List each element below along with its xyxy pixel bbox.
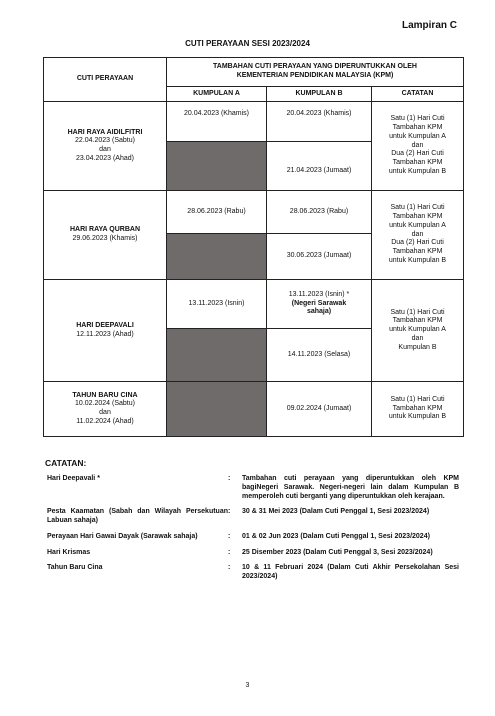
header-catatan: CATATAN (372, 87, 464, 102)
empty-shaded-cell (167, 142, 267, 191)
holiday-date: 10.02.2024 (Sabtu) (75, 400, 135, 408)
note-value: 01 & 02 Jun 2023 (Dalam Cuti Penggal 1, Sesi 2023/2024) (242, 532, 430, 540)
header-tambahan: TAMBAHAN CUTI PERAYAAN YANG DIPERUNTUKKAN OLEH KEMENTERIAN PENDIDIKAN MALAYSIA (KPM) (167, 58, 464, 87)
holiday-date: dan (99, 146, 111, 153)
holiday-name: HARI RAYA AIDILFITRI (67, 128, 143, 136)
catatan-cell (372, 191, 464, 280)
holiday-name: TAHUN BARU CINA (72, 391, 138, 399)
catatan-line: untuk Kumpulan B (388, 256, 447, 264)
catatan-line: Satu (1) Hari Cuti (390, 395, 445, 403)
header-kumpulan-b: KUMPULAN B (267, 87, 372, 102)
catatan-line: Satu (1) Hari Cuti (390, 115, 445, 123)
catatan-line: Satu (1) Hari Cuti (390, 308, 445, 316)
kumpulan-b-cell: 28.06.2023 (Rabu) (267, 191, 372, 234)
note-label: Perayaan Hari Gawai Dayak (Sarawak sahaja) (47, 532, 198, 540)
empty-shaded-cell (167, 382, 267, 437)
kumpulan-a-cell: 20.04.2023 (Khamis) (167, 102, 267, 142)
header-kumpulan-a: KUMPULAN A (167, 87, 267, 102)
catatan-line: Tambahan KPM (392, 159, 443, 167)
catatan-line: Tambahan KPM (392, 124, 443, 132)
holiday-cell (44, 382, 167, 437)
note-colon: : (228, 532, 231, 540)
holiday-cell (44, 102, 167, 191)
note-row (47, 564, 459, 582)
note-value: Tambahan cuti perayaan yang diperuntukkan oleh KPM bagiNegeri Sarawak. Negeri-negeri lain dalam Kumpulan B memperoleh cuti berganti yang diperuntukkan oleh kerajaan. (242, 475, 459, 500)
catatan-line: untuk Kumpulan A (389, 326, 446, 334)
note-label: Hari Krismas (47, 548, 91, 556)
catatan-line: dan (411, 230, 424, 238)
note-value: 10 & 11 Februari 2024 (Dalam Cuti Akhir Persekolahan Sesi 2023/2024) (242, 564, 459, 580)
catatan-line: Satu (1) Hari Cuti (390, 204, 445, 212)
catatan-line: Tambahan KPM (392, 213, 443, 221)
kumpulan-b-cell: 30.06.2023 (Jumaat) (267, 234, 372, 280)
kumpulan-b-note: (Negeri Sarawak (291, 299, 347, 307)
kumpulan-a-cell: 13.11.2023 (Isnin) (167, 280, 267, 329)
catatan-line: Tambahan KPM (392, 248, 443, 256)
empty-shaded-cell (167, 329, 267, 382)
holiday-date: 12.11.2023 (Ahad) (76, 330, 134, 338)
note-label: Hari Deepavali * (47, 475, 100, 482)
holiday-date: 29.06.2023 (Khamis) (72, 235, 138, 242)
note-row (47, 533, 459, 542)
kumpulan-b-cell (267, 280, 372, 329)
holiday-date: 23.04.2023 (Ahad) (76, 154, 134, 162)
note-label: Tahun Baru Cina (47, 564, 103, 572)
note-row (47, 549, 459, 558)
note-row (47, 475, 459, 501)
catatan-cell (372, 382, 464, 437)
note-row (47, 508, 459, 526)
holiday-date: 22.04.2023 (Sabtu) (75, 137, 135, 145)
note-value: 25 Disember 2023 (Dalam Cuti Penggal 3, Sesi 2023/2024) (242, 548, 433, 556)
catatan-cell (372, 280, 464, 382)
note-colon: : (228, 508, 231, 516)
holiday-date: dan (99, 409, 111, 416)
kumpulan-b-cell: 09.02.2024 (Jumaat) (267, 382, 372, 437)
holiday-cell (44, 280, 167, 382)
note-label: Pesta Kaamatan (Sabah dan Wilayah Persekutuan Labuan sahaja) (47, 508, 228, 524)
holiday-date: 11.02.2024 (Ahad) (76, 417, 134, 425)
kumpulan-b-cell: 20.04.2023 (Khamis) (267, 102, 372, 142)
catatan-cell (372, 102, 464, 191)
note-colon: : (228, 564, 231, 572)
header-cuti-perayaan: CUTI PERAYAAN (44, 58, 167, 102)
note-colon: : (228, 548, 231, 556)
empty-shaded-cell (167, 234, 267, 280)
page-number: 3 (245, 682, 250, 689)
holiday-name: HARI DEEPAVALI (76, 321, 134, 329)
catatan-line: untuk Kumpulan A (389, 221, 446, 229)
catatan-line: Tambahan KPM (392, 404, 443, 412)
holiday-name: HARI RAYA QURBAN (69, 226, 140, 234)
catatan-notes (47, 475, 459, 589)
catatan-line: untuk Kumpulan B (388, 413, 447, 421)
catatan-line: dan (411, 141, 424, 149)
catatan-line: dan (411, 334, 424, 342)
catatan-line: untuk Kumpulan B (388, 167, 447, 175)
appendix-label: Lampiran C (401, 20, 457, 31)
kumpulan-b-note: sahaja) (306, 308, 332, 316)
catatan-line: Kumpulan B (398, 343, 437, 351)
catatan-heading: CATATAN: (45, 458, 87, 468)
page-title: CUTI PERAYAAN SESI 2023/2024 (185, 39, 310, 48)
catatan-line: untuk Kumpulan A (389, 132, 446, 140)
note-value: 30 & 31 Mei 2023 (Dalam Cuti Penggal 1, Sesi 2023/2024) (242, 508, 430, 516)
catatan-line: Dua (2) Hari Cuti (391, 239, 444, 247)
holiday-cell (44, 191, 167, 280)
kumpulan-a-cell: 28.06.2023 (Rabu) (167, 191, 267, 234)
catatan-line: Dua (2) Hari Cuti (391, 150, 444, 158)
holiday-table (43, 57, 464, 437)
kumpulan-b-cell: 14.11.2023 (Selasa) (267, 329, 372, 382)
kumpulan-b-cell: 21.04.2023 (Jumaat) (267, 142, 372, 191)
note-colon: : (228, 475, 231, 482)
catatan-line: Tambahan KPM (392, 317, 443, 325)
kumpulan-b-date: 13.11.2023 (Isnin) * (288, 290, 350, 298)
